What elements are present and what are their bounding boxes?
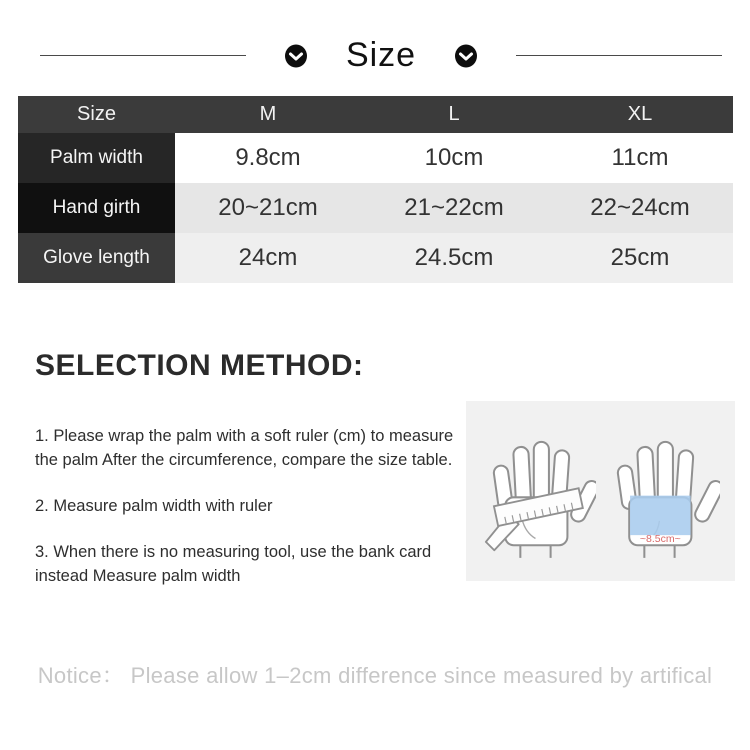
row-label: Glove length xyxy=(18,233,175,283)
selection-method-content xyxy=(35,401,735,611)
page-title: Size xyxy=(345,36,417,74)
table-row xyxy=(18,133,733,183)
table-header-row xyxy=(18,96,733,133)
row-label: Palm width xyxy=(18,133,175,183)
hand-with-card-illustration xyxy=(604,415,720,567)
size-table xyxy=(18,96,733,283)
size-value: 21~22cm xyxy=(361,183,547,233)
notice-text: Notice： Please allow 1–2cm difference since measured by artifical xyxy=(37,662,713,688)
size-value: 22~24cm xyxy=(547,183,733,233)
chevron-down-circle-icon xyxy=(454,43,478,68)
card-width-label: ~8.5cm~ xyxy=(640,532,682,545)
instruction-step: 1. Please wrap the palm with a soft ruler (cm) to measure the palm After the circumference, compare the size table. xyxy=(35,427,454,469)
table-header-cell: M xyxy=(175,96,361,133)
table-row xyxy=(18,183,733,233)
table-row xyxy=(18,233,733,283)
size-value: 24cm xyxy=(175,233,361,283)
instruction-steps xyxy=(35,401,466,611)
size-value: 10cm xyxy=(361,133,547,183)
bank-card-overlay xyxy=(630,496,691,536)
instruction-step: 2. Measure palm width with ruler xyxy=(35,496,273,515)
size-section-header xyxy=(0,0,750,72)
size-value: 25cm xyxy=(547,233,733,283)
table-header-cell: Size xyxy=(18,96,175,133)
size-value: 11cm xyxy=(547,133,733,183)
table-header-cell: L xyxy=(361,96,547,133)
selection-method-heading: SELECTION METHOD: xyxy=(35,349,364,382)
size-value: 20~21cm xyxy=(175,183,361,233)
row-label: Hand girth xyxy=(18,183,175,233)
divider-line-right xyxy=(516,55,722,56)
hand-with-ruler-illustration xyxy=(480,415,596,567)
divider-line-left xyxy=(40,55,246,56)
table-header-cell: XL xyxy=(547,96,733,133)
chevron-down-circle-icon xyxy=(284,43,308,68)
instruction-step: 3. When there is no measuring tool, use the bank card instead Measure palm width xyxy=(35,542,432,585)
size-value: 24.5cm xyxy=(361,233,547,283)
size-value: 9.8cm xyxy=(175,133,361,183)
measurement-illustration xyxy=(466,401,735,581)
